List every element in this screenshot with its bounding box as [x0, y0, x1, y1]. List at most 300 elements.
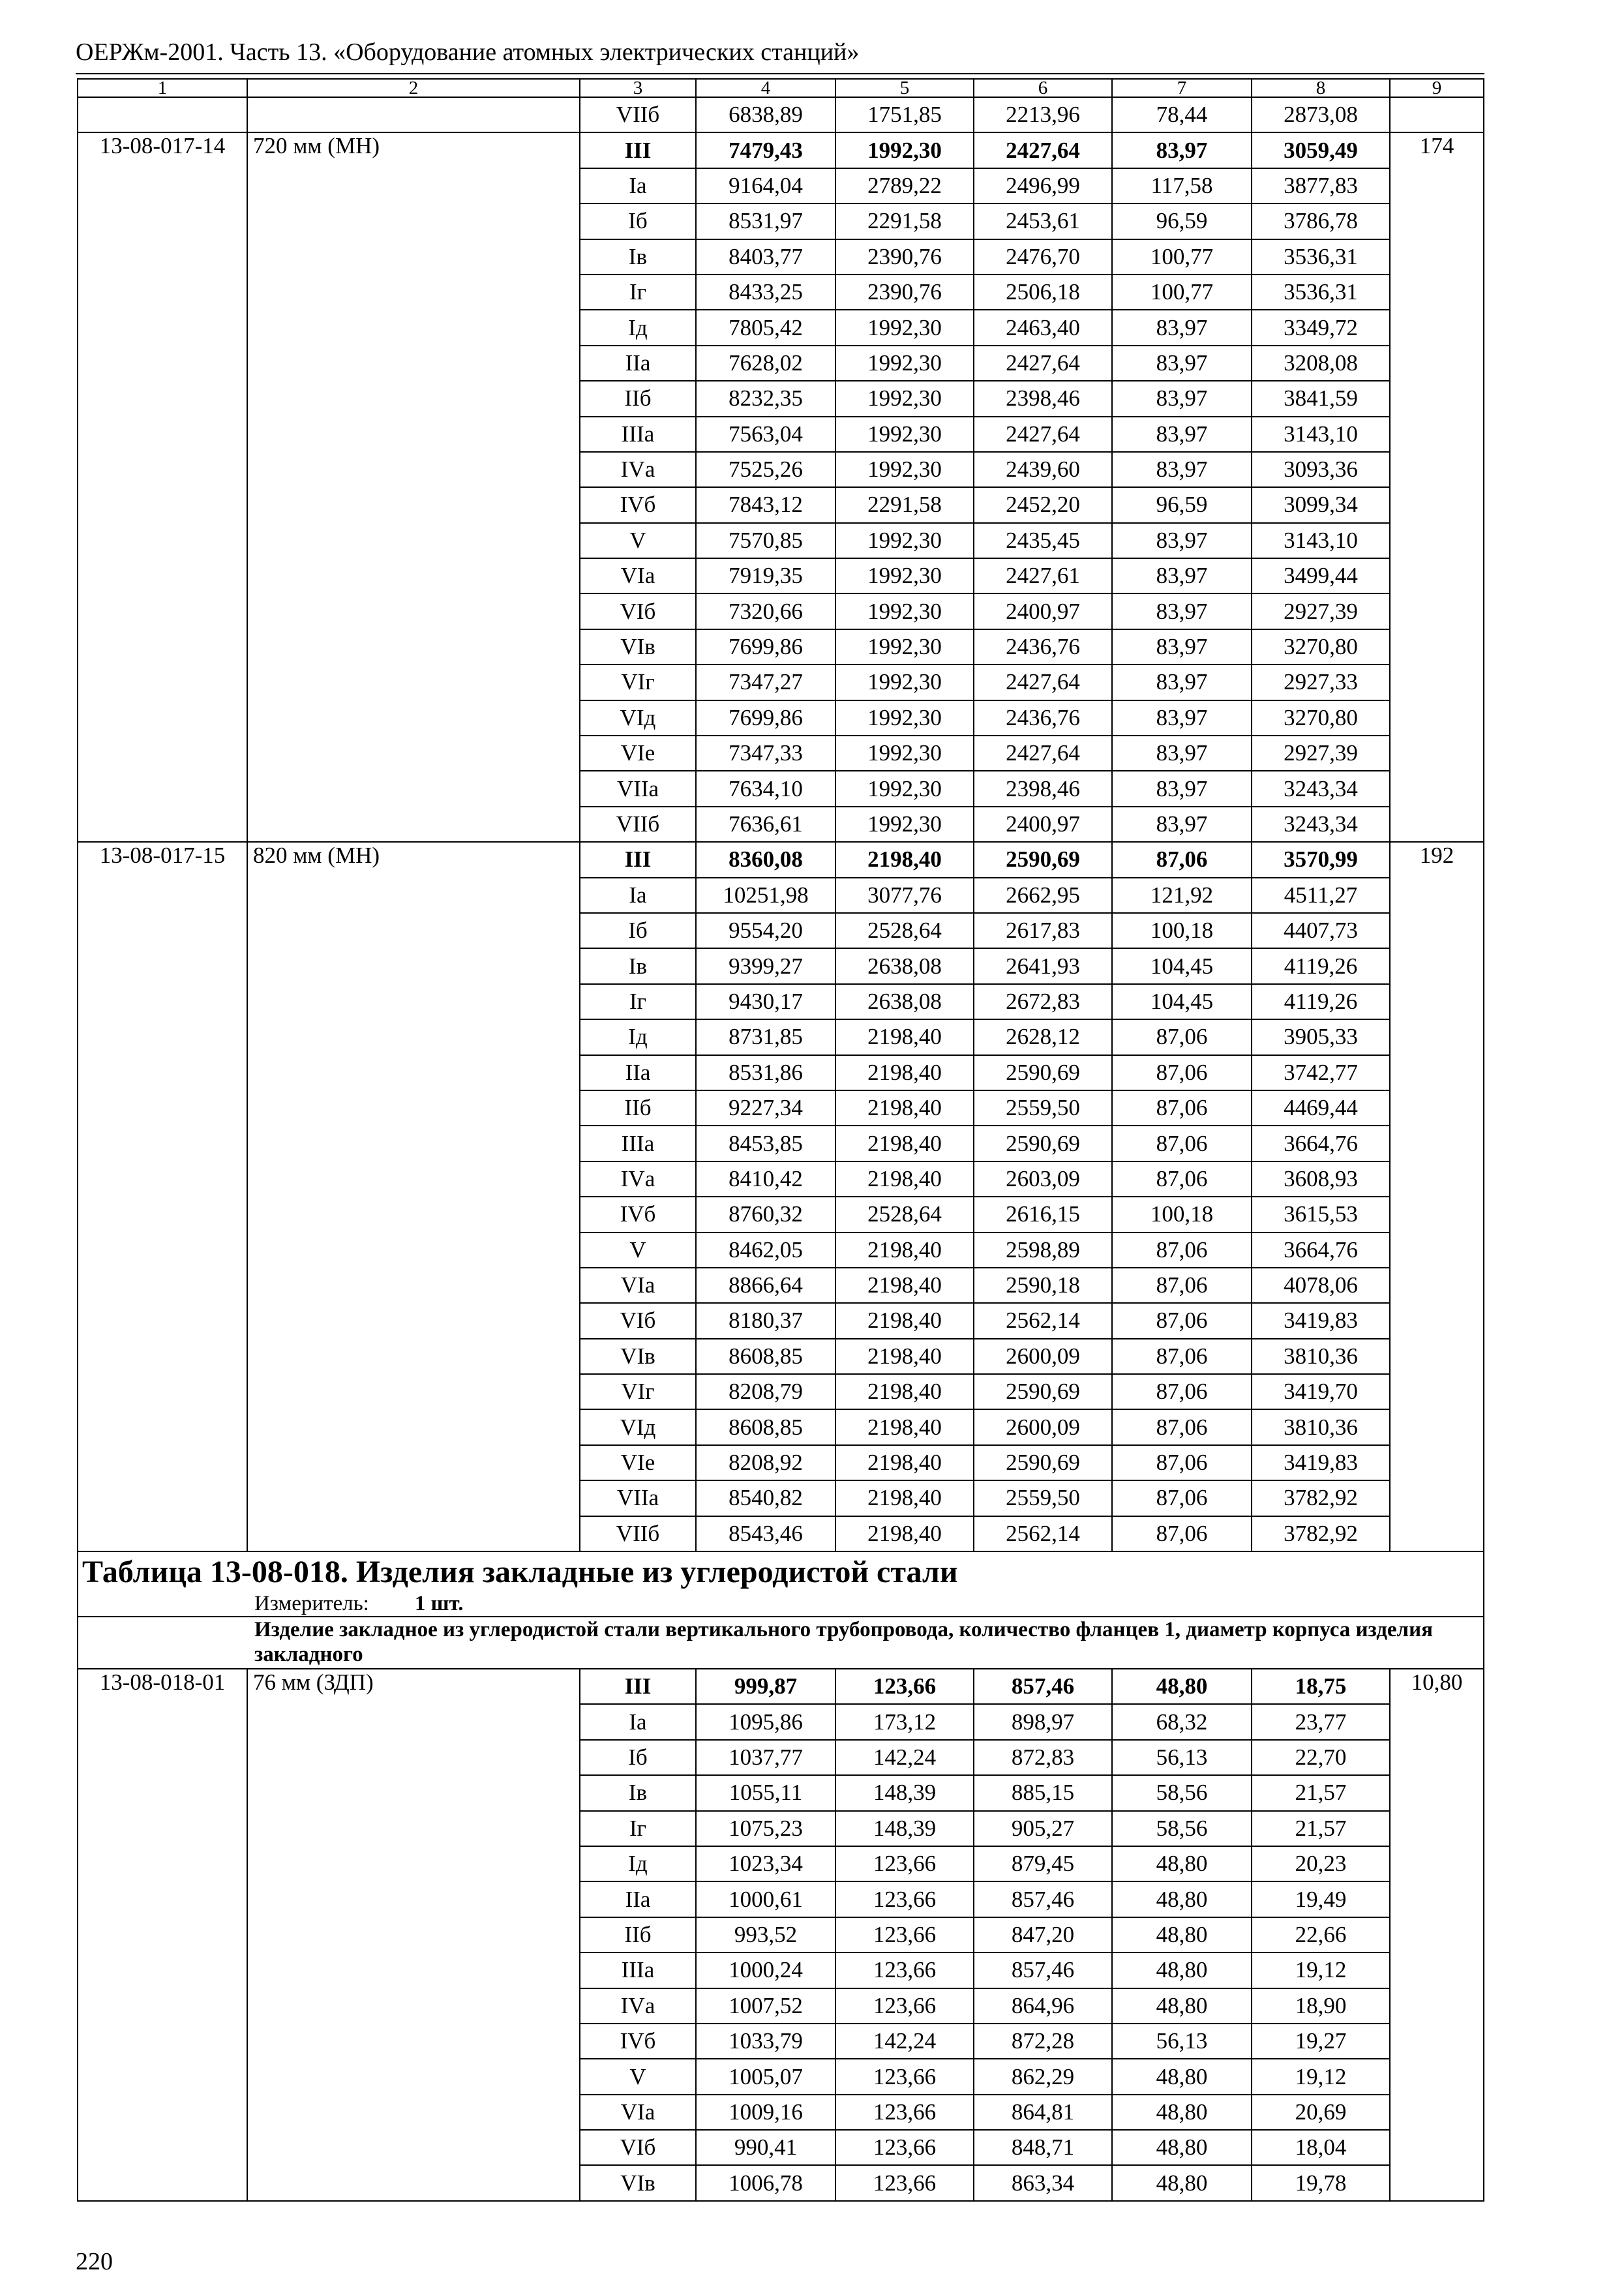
- value-cell: 3099,34: [1252, 487, 1390, 522]
- value-cell: 18,90: [1252, 1988, 1390, 2024]
- name-cell: [247, 97, 580, 132]
- value-cell: 83,97: [1112, 132, 1252, 168]
- value-cell: 19,27: [1252, 2024, 1390, 2059]
- value-cell: 2641,93: [974, 948, 1112, 983]
- value-cell: 8531,97: [696, 203, 835, 239]
- value-cell: 3664,76: [1252, 1233, 1390, 1268]
- value-cell: 83,97: [1112, 417, 1252, 452]
- value-cell: 7347,33: [696, 736, 835, 771]
- value-cell: 1992,30: [835, 629, 974, 665]
- value-cell: 2198,40: [835, 1126, 974, 1161]
- variant-cell: IIа: [580, 346, 696, 381]
- value-cell: 100,18: [1112, 1197, 1252, 1232]
- value-cell: 58,56: [1112, 1811, 1252, 1846]
- measure-label: Измеритель:: [254, 1592, 369, 1616]
- value-cell: 22,66: [1252, 1917, 1390, 1952]
- value-cell: 58,56: [1112, 1775, 1252, 1810]
- variant-cell: VIе: [580, 1445, 696, 1480]
- value-cell: 2436,76: [974, 629, 1112, 665]
- name-cell: 720 мм (МН): [247, 132, 580, 842]
- value-cell: 87,06: [1112, 842, 1252, 877]
- value-cell: 7320,66: [696, 593, 835, 629]
- value-cell: 6838,89: [696, 97, 835, 132]
- value-cell: 9399,27: [696, 948, 835, 983]
- value-cell: 2398,46: [974, 381, 1112, 416]
- value-cell: 83,97: [1112, 736, 1252, 771]
- value-cell: 1992,30: [835, 523, 974, 558]
- value-cell: 1992,30: [835, 593, 974, 629]
- value-cell: 3143,10: [1252, 417, 1390, 452]
- value-cell: 2600,09: [974, 1339, 1112, 1374]
- value-cell: 19,78: [1252, 2165, 1390, 2200]
- value-cell: 3877,83: [1252, 168, 1390, 203]
- value-cell: 123,66: [835, 2095, 974, 2130]
- value-cell: 2198,40: [835, 1055, 974, 1090]
- value-cell: 2198,40: [835, 1268, 974, 1303]
- value-cell: 8232,35: [696, 381, 835, 416]
- value-cell: 2291,58: [835, 487, 974, 522]
- value-cell: 1007,52: [696, 1988, 835, 2024]
- variant-cell: Iд: [580, 310, 696, 345]
- value-cell: 7347,27: [696, 665, 835, 700]
- value-cell: 2476,70: [974, 239, 1112, 275]
- value-cell: 104,45: [1112, 948, 1252, 983]
- value-cell: 123,66: [835, 1881, 974, 1917]
- value-cell: 1000,61: [696, 1881, 835, 1917]
- value-cell: 83,97: [1112, 452, 1252, 487]
- value-cell: 87,06: [1112, 1233, 1252, 1268]
- value-cell: 87,06: [1112, 1126, 1252, 1161]
- value-cell: 879,45: [974, 1846, 1112, 1881]
- value-cell: 48,80: [1112, 1917, 1252, 1952]
- value-cell: 3570,99: [1252, 842, 1390, 877]
- variant-cell: VIд: [580, 700, 696, 736]
- value-cell: 2528,64: [835, 913, 974, 948]
- value-cell: 2198,40: [835, 842, 974, 877]
- value-cell: 2590,69: [974, 1055, 1112, 1090]
- value-cell: 2198,40: [835, 1480, 974, 1516]
- variant-cell: Iв: [580, 239, 696, 275]
- column-number: 6: [974, 79, 1112, 97]
- value-cell: 3742,77: [1252, 1055, 1390, 1090]
- column-number-row: [78, 79, 1484, 97]
- value-cell: 2559,50: [974, 1090, 1112, 1126]
- value-cell: 2528,64: [835, 1197, 974, 1232]
- variant-cell: Iд: [580, 1019, 696, 1055]
- variant-cell: Iв: [580, 1775, 696, 1810]
- table-row: [78, 1669, 1484, 1704]
- value-cell: 2873,08: [1252, 97, 1390, 132]
- value-cell: 123,66: [835, 1917, 974, 1952]
- value-cell: 864,81: [974, 2095, 1112, 2130]
- column-number: 8: [1252, 79, 1390, 97]
- column-number: 3: [580, 79, 696, 97]
- value-cell: 48,80: [1112, 1669, 1252, 1704]
- variant-cell: Iа: [580, 1704, 696, 1739]
- value-cell: 2559,50: [974, 1480, 1112, 1516]
- value-cell: 1992,30: [835, 417, 974, 452]
- value-cell: 78,44: [1112, 97, 1252, 132]
- value-cell: 48,80: [1112, 1988, 1252, 2024]
- value-cell: 83,97: [1112, 381, 1252, 416]
- value-cell: 8410,42: [696, 1161, 835, 1197]
- variant-cell: IVа: [580, 1988, 696, 2024]
- value-cell: 990,41: [696, 2130, 835, 2165]
- value-cell: 872,83: [974, 1740, 1112, 1775]
- value-cell: 4511,27: [1252, 878, 1390, 913]
- variant-cell: IIб: [580, 381, 696, 416]
- variant-cell: VIв: [580, 2165, 696, 2200]
- value-cell: 2617,83: [974, 913, 1112, 948]
- variant-cell: VIб: [580, 1303, 696, 1338]
- value-cell: 87,06: [1112, 1339, 1252, 1374]
- code-cell: [78, 97, 247, 132]
- variant-cell: IVб: [580, 2024, 696, 2059]
- value-cell: 100,18: [1112, 913, 1252, 948]
- value-cell: 4119,26: [1252, 984, 1390, 1019]
- value-cell: 999,87: [696, 1669, 835, 1704]
- value-cell: 83,97: [1112, 700, 1252, 736]
- value-cell: 83,97: [1112, 523, 1252, 558]
- value-cell: 83,97: [1112, 310, 1252, 345]
- value-cell: 1023,34: [696, 1846, 835, 1881]
- value-cell: 1005,07: [696, 2059, 835, 2094]
- value-cell: 2400,97: [974, 807, 1112, 842]
- value-cell: 993,52: [696, 1917, 835, 1952]
- value-cell: 2427,64: [974, 346, 1112, 381]
- value-cell: 2198,40: [835, 1161, 974, 1197]
- value-cell: 4407,73: [1252, 913, 1390, 948]
- value-cell: 2927,39: [1252, 593, 1390, 629]
- value-cell: 857,46: [974, 1669, 1112, 1704]
- value-cell: 48,80: [1112, 2059, 1252, 2094]
- value-cell: 3905,33: [1252, 1019, 1390, 1055]
- price-table-body: [78, 79, 1484, 2201]
- variant-cell: Iд: [580, 1846, 696, 1881]
- variant-cell: VIе: [580, 736, 696, 771]
- value-cell: 148,39: [835, 1775, 974, 1810]
- value-cell: 1992,30: [835, 346, 974, 381]
- value-cell: 2616,15: [974, 1197, 1112, 1232]
- variant-cell: VIIб: [580, 1516, 696, 1551]
- value-cell: 2452,20: [974, 487, 1112, 522]
- value-cell: 8403,77: [696, 239, 835, 275]
- value-cell: 2198,40: [835, 1445, 974, 1480]
- value-cell: 1992,30: [835, 381, 974, 416]
- code-cell: 13-08-017-14: [78, 132, 247, 842]
- value-cell: 117,58: [1112, 168, 1252, 203]
- value-cell: 3536,31: [1252, 275, 1390, 310]
- value-cell: 121,92: [1112, 878, 1252, 913]
- value-cell: 18,75: [1252, 1669, 1390, 1704]
- value-cell: 7634,10: [696, 771, 835, 806]
- value-cell: 56,13: [1112, 2024, 1252, 2059]
- value-cell: 87,06: [1112, 1019, 1252, 1055]
- value-cell: 2927,33: [1252, 665, 1390, 700]
- value-cell: 83,97: [1112, 558, 1252, 593]
- value-cell: 1751,85: [835, 97, 974, 132]
- value-cell: 2198,40: [835, 1339, 974, 1374]
- measure-value: 1 шт.: [414, 1592, 464, 1616]
- variant-cell: VIа: [580, 2095, 696, 2130]
- value-cell: 8360,08: [696, 842, 835, 877]
- value-cell: 2198,40: [835, 1516, 974, 1551]
- variant-cell: IVб: [580, 487, 696, 522]
- value-cell: 96,59: [1112, 487, 1252, 522]
- column-number: 1: [78, 79, 247, 97]
- value-cell: 8531,86: [696, 1055, 835, 1090]
- variant-cell: VIIа: [580, 771, 696, 806]
- value-cell: 9430,17: [696, 984, 835, 1019]
- value-cell: 2638,08: [835, 984, 974, 1019]
- value-cell: 87,06: [1112, 1303, 1252, 1338]
- value-cell: 123,66: [835, 2130, 974, 2165]
- value-cell: 3093,36: [1252, 452, 1390, 487]
- value-cell: 7699,86: [696, 700, 835, 736]
- value-cell: 2600,09: [974, 1409, 1112, 1444]
- value-cell: 48,80: [1112, 2095, 1252, 2130]
- value-cell: 864,96: [974, 1988, 1112, 2024]
- variant-cell: IIIа: [580, 1952, 696, 1988]
- value-cell: 123,66: [835, 2059, 974, 2094]
- value-cell: 3419,83: [1252, 1303, 1390, 1338]
- value-cell: 3499,44: [1252, 558, 1390, 593]
- value-cell: 83,97: [1112, 771, 1252, 806]
- value-cell: 1992,30: [835, 452, 974, 487]
- value-cell: 1037,77: [696, 1740, 835, 1775]
- variant-cell: V: [580, 1233, 696, 1268]
- value-cell: 8433,25: [696, 275, 835, 310]
- value-cell: 83,97: [1112, 807, 1252, 842]
- code-cell: 13-08-018-01: [78, 1669, 247, 2201]
- value-cell: 87,06: [1112, 1374, 1252, 1409]
- value-cell: 2198,40: [835, 1374, 974, 1409]
- value-cell: 83,97: [1112, 593, 1252, 629]
- variant-cell: IVб: [580, 1197, 696, 1232]
- value-cell: 148,39: [835, 1811, 974, 1846]
- value-cell: 3349,72: [1252, 310, 1390, 345]
- value-cell: 2400,97: [974, 593, 1112, 629]
- column-number: 7: [1112, 79, 1252, 97]
- value-cell: 848,71: [974, 2130, 1112, 2165]
- value-cell: 21,57: [1252, 1811, 1390, 1846]
- variant-cell: VIд: [580, 1409, 696, 1444]
- value-cell: 2638,08: [835, 948, 974, 983]
- value-cell: 4469,44: [1252, 1090, 1390, 1126]
- value-cell: 100,77: [1112, 275, 1252, 310]
- value-cell: 87,06: [1112, 1161, 1252, 1197]
- value-cell: 2463,40: [974, 310, 1112, 345]
- column-number: 5: [835, 79, 974, 97]
- value-cell: 2390,76: [835, 239, 974, 275]
- value-cell: 2436,76: [974, 700, 1112, 736]
- value-cell: 7919,35: [696, 558, 835, 593]
- measure-line: [78, 1591, 1483, 1616]
- value-cell: 8462,05: [696, 1233, 835, 1268]
- variant-cell: VIIа: [580, 1480, 696, 1516]
- value-cell: 19,12: [1252, 2059, 1390, 2094]
- value-cell: 56,13: [1112, 1740, 1252, 1775]
- value-cell: 2198,40: [835, 1233, 974, 1268]
- variant-cell: IIа: [580, 1881, 696, 1917]
- variant-cell: VIIб: [580, 97, 696, 132]
- variant-cell: Iа: [580, 878, 696, 913]
- price-table: [77, 78, 1484, 2202]
- value-cell: 7843,12: [696, 487, 835, 522]
- value-cell: 2398,46: [974, 771, 1112, 806]
- value-cell: 1992,30: [835, 736, 974, 771]
- variant-cell: VIв: [580, 1339, 696, 1374]
- value-cell: 2427,64: [974, 132, 1112, 168]
- value-cell: 9164,04: [696, 168, 835, 203]
- variant-cell: IIIа: [580, 1126, 696, 1161]
- value-cell: 2672,83: [974, 984, 1112, 1019]
- value-cell: 898,97: [974, 1704, 1112, 1739]
- variant-cell: VIа: [580, 1268, 696, 1303]
- value-cell: 7805,42: [696, 310, 835, 345]
- value-cell: 857,46: [974, 1952, 1112, 1988]
- value-cell: 123,66: [835, 1846, 974, 1881]
- value-cell: 3841,59: [1252, 381, 1390, 416]
- variant-cell: VIв: [580, 629, 696, 665]
- section-title: Таблица 13-08-018. Изделия закладные из углеродистой стали: [82, 1555, 958, 1590]
- value-cell: 1992,30: [835, 700, 974, 736]
- value-cell: 847,20: [974, 1917, 1112, 1952]
- value-cell: 2590,69: [974, 842, 1112, 877]
- value-cell: 863,34: [974, 2165, 1112, 2200]
- value-cell: 2506,18: [974, 275, 1112, 310]
- value-cell: 1992,30: [835, 558, 974, 593]
- value-cell: 7699,86: [696, 629, 835, 665]
- value-cell: 8760,32: [696, 1197, 835, 1232]
- table-row: [78, 97, 1484, 132]
- col9-cell: 174: [1390, 132, 1484, 842]
- col9-cell: 10,80: [1390, 1669, 1484, 2201]
- value-cell: 2427,61: [974, 558, 1112, 593]
- value-cell: 87,06: [1112, 1516, 1252, 1551]
- value-cell: 1033,79: [696, 2024, 835, 2059]
- value-cell: 3419,70: [1252, 1374, 1390, 1409]
- value-cell: 3608,93: [1252, 1161, 1390, 1197]
- variant-cell: IVа: [580, 452, 696, 487]
- value-cell: 68,32: [1112, 1704, 1252, 1739]
- value-cell: 8608,85: [696, 1409, 835, 1444]
- value-cell: 8608,85: [696, 1339, 835, 1374]
- value-cell: 23,77: [1252, 1704, 1390, 1739]
- value-cell: 2390,76: [835, 275, 974, 310]
- value-cell: 872,28: [974, 2024, 1112, 2059]
- value-cell: 7570,85: [696, 523, 835, 558]
- value-cell: 2598,89: [974, 1233, 1112, 1268]
- variant-cell: Iб: [580, 1740, 696, 1775]
- value-cell: 8866,64: [696, 1268, 835, 1303]
- variant-cell: V: [580, 523, 696, 558]
- value-cell: 1075,23: [696, 1811, 835, 1846]
- value-cell: 3270,80: [1252, 629, 1390, 665]
- column-number: 9: [1390, 79, 1484, 97]
- value-cell: 3782,92: [1252, 1480, 1390, 1516]
- value-cell: 20,69: [1252, 2095, 1390, 2130]
- table-section-cell: [78, 1551, 1484, 1669]
- value-cell: 123,66: [835, 2165, 974, 2200]
- value-cell: 2435,45: [974, 523, 1112, 558]
- value-cell: 2453,61: [974, 203, 1112, 239]
- value-cell: 48,80: [1112, 1952, 1252, 1988]
- value-cell: 142,24: [835, 2024, 974, 2059]
- value-cell: 2789,22: [835, 168, 974, 203]
- variant-cell: Iг: [580, 984, 696, 1019]
- value-cell: 7479,43: [696, 132, 835, 168]
- variant-cell: IIа: [580, 1055, 696, 1090]
- value-cell: 83,97: [1112, 346, 1252, 381]
- value-cell: 1992,30: [835, 771, 974, 806]
- value-cell: 83,97: [1112, 629, 1252, 665]
- variant-cell: III: [580, 132, 696, 168]
- value-cell: 48,80: [1112, 1846, 1252, 1881]
- value-cell: 2291,58: [835, 203, 974, 239]
- value-cell: 20,23: [1252, 1846, 1390, 1881]
- value-cell: 3243,34: [1252, 771, 1390, 806]
- value-cell: 2427,64: [974, 417, 1112, 452]
- value-cell: 18,04: [1252, 2130, 1390, 2165]
- value-cell: 2198,40: [835, 1090, 974, 1126]
- variant-cell: III: [580, 1669, 696, 1704]
- value-cell: 100,77: [1112, 239, 1252, 275]
- value-cell: 173,12: [835, 1704, 974, 1739]
- variant-cell: V: [580, 2059, 696, 2094]
- variant-cell: Iг: [580, 1811, 696, 1846]
- value-cell: 2213,96: [974, 97, 1112, 132]
- variant-cell: Iб: [580, 203, 696, 239]
- value-cell: 21,57: [1252, 1775, 1390, 1810]
- value-cell: 8208,79: [696, 1374, 835, 1409]
- value-cell: 2590,69: [974, 1445, 1112, 1480]
- header-rule: [76, 73, 1484, 74]
- value-cell: 48,80: [1112, 2130, 1252, 2165]
- variant-cell: Iа: [580, 168, 696, 203]
- variant-cell: Iв: [580, 948, 696, 983]
- col9-cell: 192: [1390, 842, 1484, 1551]
- value-cell: 3243,34: [1252, 807, 1390, 842]
- variant-cell: IIIа: [580, 417, 696, 452]
- value-cell: 2562,14: [974, 1303, 1112, 1338]
- value-cell: 7563,04: [696, 417, 835, 452]
- value-cell: 2427,64: [974, 736, 1112, 771]
- value-cell: 7636,61: [696, 807, 835, 842]
- value-cell: 8540,82: [696, 1480, 835, 1516]
- value-cell: 2590,69: [974, 1374, 1112, 1409]
- value-cell: 8208,92: [696, 1445, 835, 1480]
- column-number: 4: [696, 79, 835, 97]
- value-cell: 22,70: [1252, 1740, 1390, 1775]
- value-cell: 3810,36: [1252, 1409, 1390, 1444]
- value-cell: 87,06: [1112, 1268, 1252, 1303]
- variant-cell: Iг: [580, 275, 696, 310]
- value-cell: 2562,14: [974, 1516, 1112, 1551]
- value-cell: 3143,10: [1252, 523, 1390, 558]
- value-cell: 123,66: [835, 1669, 974, 1704]
- value-cell: 83,97: [1112, 665, 1252, 700]
- value-cell: 862,29: [974, 2059, 1112, 2094]
- variant-cell: VIа: [580, 558, 696, 593]
- value-cell: 104,45: [1112, 984, 1252, 1019]
- value-cell: 7525,26: [696, 452, 835, 487]
- variant-cell: VIб: [580, 2130, 696, 2165]
- value-cell: 2590,18: [974, 1268, 1112, 1303]
- value-cell: 8180,37: [696, 1303, 835, 1338]
- value-cell: 2496,99: [974, 168, 1112, 203]
- value-cell: 1000,24: [696, 1952, 835, 1988]
